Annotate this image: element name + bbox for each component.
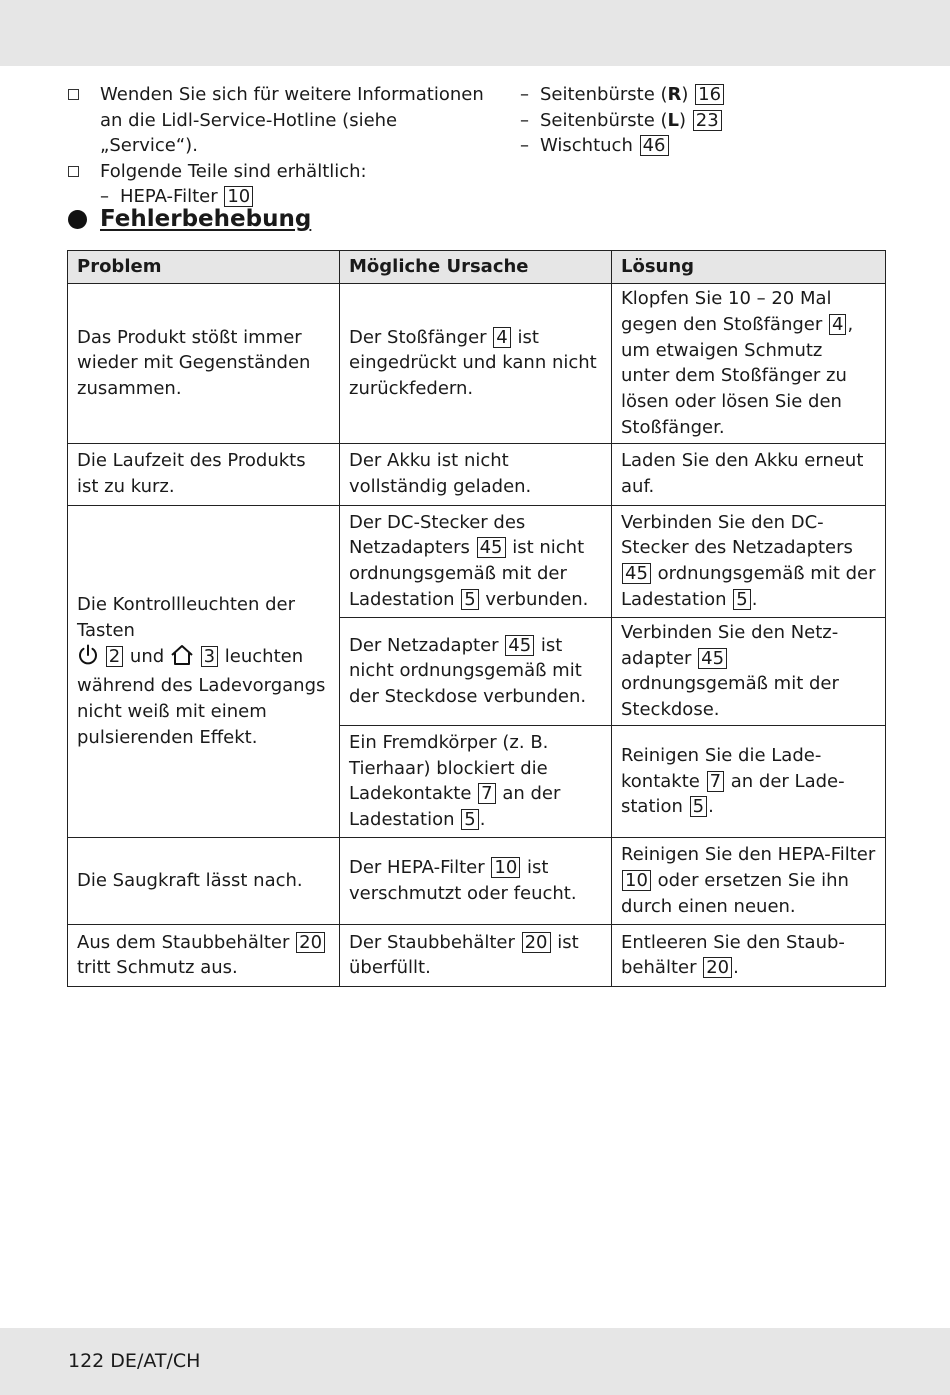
checkbox-square-icon [68, 89, 79, 100]
solution-cell: Entleeren Sie den Staub-behälter 20 . [612, 924, 886, 986]
table-row [68, 443, 886, 505]
cause-cell: Der Netzadapter 45 ist nicht ordnungsgemäß mit der Steckdose verbunden. [340, 617, 612, 725]
part-number: 16 [695, 84, 724, 105]
part-number: 46 [640, 135, 669, 156]
problem-cell: Die Kontrollleuchten der Tasten 2 und 3 leuchten während des Ladevorgangs nicht weiß mit einem pulsierenden Effekt. [68, 505, 340, 837]
parts-item [68, 159, 498, 185]
table-row [68, 924, 886, 986]
header-problem: Problem [68, 251, 340, 284]
home-icon [170, 644, 194, 674]
solution-cell: Verbinden Sie den Netz-adapter 45 ordnungsgemäß mit der Steckdose. [612, 617, 886, 725]
part-number: 23 [693, 110, 722, 131]
cause-cell: Ein Fremdkörper (z. B. Tierhaar) blockiert die Ladekontakte 7 an der Ladestation 5 . [340, 725, 612, 837]
table-row [68, 284, 886, 444]
intro-left-column [68, 82, 498, 210]
table-row [68, 505, 886, 617]
troubleshooting-table [67, 250, 886, 987]
problem-cell: Aus dem Staubbehälter 20 tritt Schmutz aus. [68, 924, 340, 986]
part-mop-cloth: – Wischtuch 46 [520, 133, 920, 159]
cause-cell: Der Staubbehälter 20 ist überfüllt. [340, 924, 612, 986]
bullet-icon [68, 210, 87, 229]
solution-cell: Laden Sie den Akku erneut auf. [612, 443, 886, 505]
part-hepa-filter: – HEPA-Filter 10 [68, 184, 498, 210]
problem-cell: Die Laufzeit des Produkts ist zu kurz. [68, 443, 340, 505]
cause-cell: Der DC-Stecker des Netzadapters 45 ist nicht ordnungsgemäß mit der Ladestation 5 verbunden. [340, 505, 612, 617]
solution-cell: Klopfen Sie 10 – 20 Mal gegen den Stoßfänger 4 , um etwaigen Schmutz unter dem Stoßfänger zu lösen oder lösen Sie den Stoßfänger. [612, 284, 886, 444]
section-heading [68, 206, 311, 232]
header-cause: Mögliche Ursache [340, 251, 612, 284]
hotline-text: Wenden Sie sich für weitere Informationen an die Lidl-Service-Hotline (siehe „Service“). [100, 84, 484, 156]
cause-cell: Der Stoßfänger 4 ist eingedrückt und kann nicht zurückfedern. [340, 284, 612, 444]
header-band [0, 0, 950, 66]
problem-cell: Das Produkt stößt immer wieder mit Gegenständen zusammen. [68, 284, 340, 444]
solution-cell: Reinigen Sie die Lade-kontakte 7 an der Lade-station 5 . [612, 725, 886, 837]
section-title: Fehlerbehebung [100, 206, 312, 232]
problem-cell: Die Saugkraft lässt nach. [68, 837, 340, 924]
part-number: 10 [224, 186, 253, 207]
parts-text: Folgende Teile sind erhältlich: [100, 160, 367, 182]
header-solution: Lösung [612, 251, 886, 284]
part-side-brush-left: – Seitenbürste (L) 23 [520, 108, 920, 134]
table-header-row [68, 251, 886, 284]
intro-right-column [520, 82, 920, 159]
cause-cell: Der HEPA-Filter 10 ist verschmutzt oder feucht. [340, 837, 612, 924]
checkbox-square-icon [68, 166, 79, 177]
power-icon [77, 644, 99, 674]
cause-cell: Der Akku ist nicht vollständig geladen. [340, 443, 612, 505]
page-footer: 122 DE/AT/CH [68, 1350, 201, 1372]
part-side-brush-right: – Seitenbürste (R) 16 [520, 82, 920, 108]
hotline-item [68, 82, 498, 159]
solution-cell: Reinigen Sie den HEPA-Filter 10 oder ersetzen Sie ihn durch einen neuen. [612, 837, 886, 924]
table-row [68, 837, 886, 924]
solution-cell: Verbinden Sie den DC-Stecker des Netzadapters 45 ordnungsgemäß mit der Ladestation 5 . [612, 505, 886, 617]
